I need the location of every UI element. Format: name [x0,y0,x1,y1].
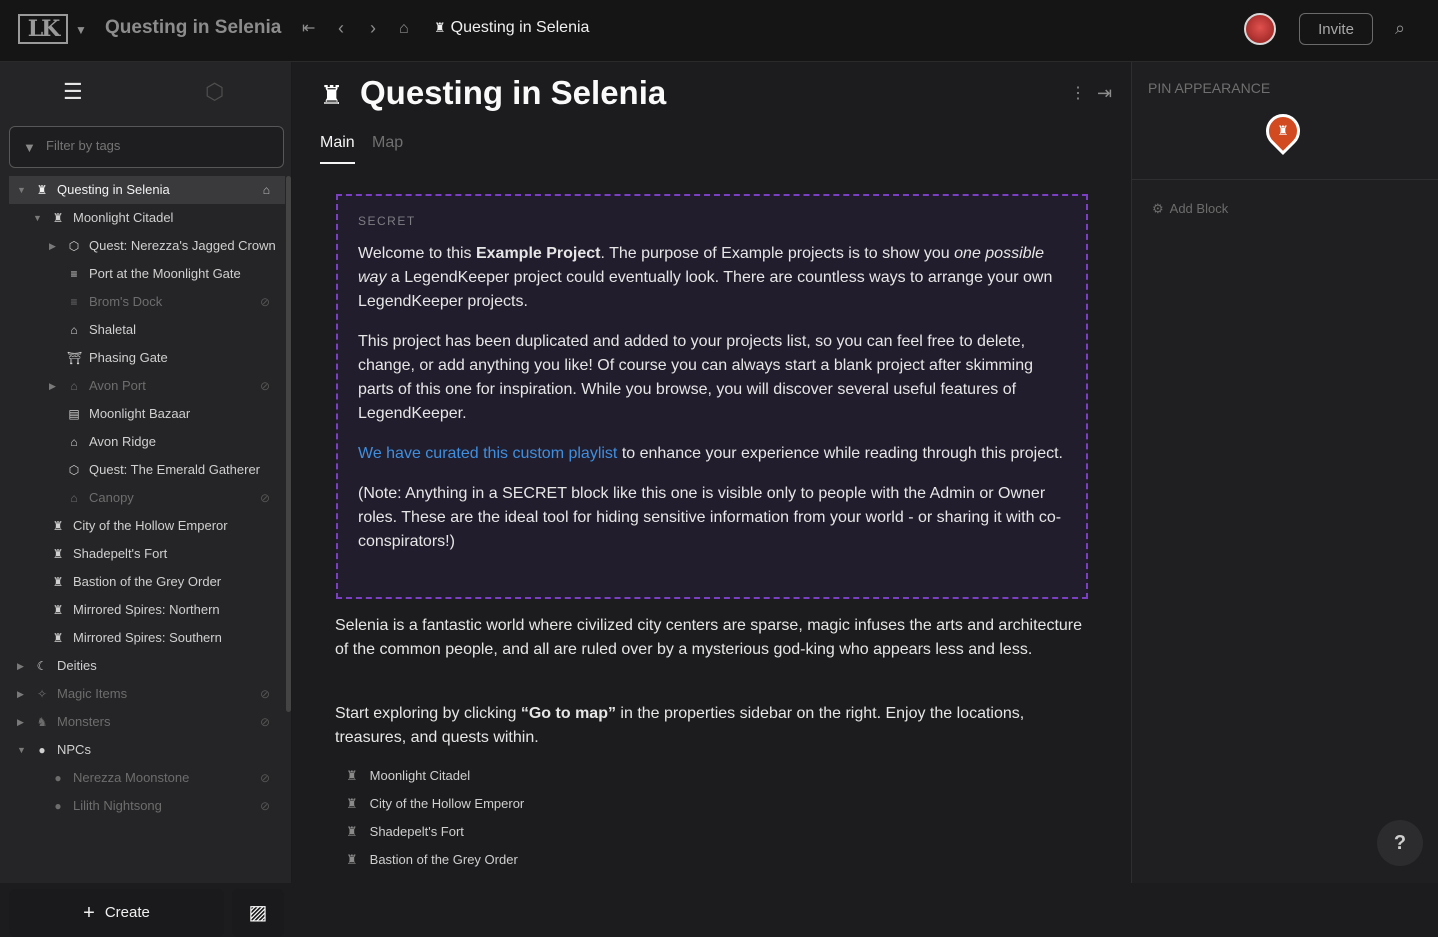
tree-item[interactable] [9,596,285,624]
text-span: “Go to map” [520,705,616,722]
more-options-icon[interactable]: ⋮ [1070,85,1086,102]
tree-item[interactable] [9,540,285,568]
secret-paragraph-4: (Note: Anything in a SECRET block like this one is visible only to people with the Admin or Owner roles. These are the ideal tool for hiding sensitive information from your world - or sharing it with co-conspirators!) [358,485,1062,550]
tree-item-label: NPCs [57,742,91,757]
text-span: one possible way [358,245,1044,286]
rook-icon: ♜ [52,631,64,645]
rook-icon: ♜ [1277,123,1289,138]
tree-item[interactable] [9,260,285,288]
add-image-button[interactable] [232,889,284,937]
rook-icon: ♜ [36,183,48,197]
shop-icon: ▤ [68,407,80,421]
top-bar [0,0,1438,62]
tree-item-label: Magic Items [57,686,128,701]
list-item[interactable] [346,768,470,784]
tree-item[interactable] [9,316,285,344]
tab-main[interactable]: Main [320,134,355,164]
tree-item-label: Nerezza Moonstone [73,770,190,785]
tree-item[interactable] [9,568,285,596]
tree-item-label: City of the Hollow Emperor [73,518,228,533]
sidebar [0,62,292,924]
chevron-right-icon[interactable]: ▶ [49,241,56,251]
d20-icon: ⬡ [68,463,80,477]
tree-item-label: Lilith Nightsong [73,798,162,813]
tree-item[interactable] [9,456,285,484]
tree-item[interactable] [9,428,285,456]
tree-item[interactable] [9,400,285,428]
tree-item-label: Shaletal [89,322,136,337]
tree-item-label: Mirrored Spires: Southern [73,630,222,645]
hidden-eye-icon: ⊘ [259,491,270,505]
tree-item-label: Questing in Selenia [57,182,170,197]
tree-item-label: Avon Ridge [89,434,156,449]
toggle-properties-icon[interactable]: ⇥ [1097,83,1113,103]
app-logo[interactable]: LK [18,14,68,44]
list-item-label: City of the Hollow Emperor [369,796,525,811]
chevron-right-icon[interactable]: ▶ [17,717,24,727]
tree-item-label: Quest: Nerezza's Jagged Crown [89,238,276,253]
body-paragraph-2 [335,702,1095,750]
user-avatar[interactable] [1244,13,1276,45]
rook-icon: ♜ [52,575,64,589]
secret-paragraph-3 [358,442,1066,466]
tree-item-label: Mirrored Spires: Northern [73,602,220,617]
chevron-right-icon[interactable]: ▶ [17,661,24,671]
text-span: Example Project [475,245,601,262]
tree-item-label: Port at the Moonlight Gate [89,266,241,281]
moon-icon: ☾ [36,659,48,673]
collapse-sidebar-icon[interactable]: ⇤ [302,20,316,37]
tree-item[interactable] [9,176,285,204]
text-span: Start exploring by clicking [335,705,521,722]
rook-icon: ♜ [346,796,358,811]
list-item-label: Shadepelt's Fort [369,824,464,839]
tree-item[interactable] [9,232,285,260]
gear-plus-icon: ⚙ [1152,201,1164,216]
rook-icon: ♜ [52,547,64,561]
rook-icon: ♜ [346,768,358,783]
tree-scrollbar[interactable] [286,176,291,712]
secret-label: SECRET [358,214,416,228]
hidden-eye-icon: ⊘ [259,715,270,729]
rook-icon: ♜ [52,211,64,225]
tree-item-label: Avon Port [89,378,146,393]
chevron-down-icon[interactable]: ▼ [75,23,87,37]
tree-item[interactable] [9,736,285,764]
magic-icon: ✧ [36,687,48,701]
tree-item[interactable] [9,372,285,400]
divider [1132,179,1438,180]
list-item-label: Moonlight Citadel [369,768,471,783]
house-icon: ⌂ [70,323,78,337]
rook-icon: ♜ [320,80,344,110]
rook-icon: ♜ [52,603,64,617]
chevron-right-icon[interactable]: ▶ [49,381,56,391]
tree-item[interactable] [9,288,285,316]
person-icon: ● [54,799,62,813]
page-tree [9,176,285,826]
forward-icon[interactable]: › [370,18,376,38]
list-item[interactable] [346,796,524,812]
chevron-down-icon[interactable]: ▼ [17,185,26,195]
hidden-eye-icon: ⊘ [259,379,270,393]
house-icon: ⌂ [70,435,78,449]
tree-item[interactable] [9,708,285,736]
home-icon: ⌂ [262,183,270,197]
playlist-link[interactable]: We have curated this custom playlist [358,445,618,462]
person-icon: ● [54,771,62,785]
d20-icon[interactable]: ⬡ [205,79,225,104]
tree-item[interactable] [9,484,285,512]
text-span: . The purpose of Example projects is to show you [600,245,955,262]
filter-icon: ▼ [23,140,36,155]
text-span: to enhance your experience while reading through this project. [617,445,1063,462]
plus-icon: + [83,901,95,924]
tree-item-label: Moonlight Bazaar [89,406,191,421]
tree-item-label: Monsters [57,714,111,729]
hidden-eye-icon: ⊘ [259,687,270,701]
map-pin-icon[interactable] [1259,107,1307,155]
house-icon: ⌂ [70,491,78,505]
secret-paragraph-2: This project has been duplicated and added to your projects list, so you can feel free to delete, change, or add anything you like! Of course you can always start a blank project after skimming parts of this one for inspiration. While you browse, you will discover several useful features of LegendKeeper. [358,333,1034,422]
properties-panel [1131,62,1438,883]
breadcrumb[interactable] [434,19,589,37]
port-icon: ≡ [70,267,78,281]
search-icon[interactable]: ⌕ [1395,18,1406,38]
rook-icon: ♜ [52,519,64,533]
hidden-eye-icon: ⊘ [259,295,270,309]
chevron-right-icon[interactable]: ▶ [17,689,24,699]
tree-item[interactable] [9,624,285,652]
tree-item[interactable] [9,204,285,232]
rook-icon: ♜ [434,20,446,35]
text-span: Welcome to this [358,245,476,262]
tree-item-label: Brom's Dock [89,294,163,309]
house-icon: ⌂ [70,379,78,393]
tree-item-label: Moonlight Citadel [73,210,174,225]
list-item[interactable] [346,824,464,840]
create-button[interactable] [9,889,224,937]
create-label: Create [104,903,150,921]
add-block-button[interactable] [1152,201,1228,217]
tree-item[interactable] [9,344,285,372]
tree-item[interactable] [9,680,285,708]
gate-icon: ⛩ [67,351,83,365]
tree-item-label: Deities [57,658,97,673]
chevron-down-icon[interactable]: ▼ [17,745,26,755]
list-item-label: Bastion of the Grey Order [369,852,518,867]
rook-icon: ♜ [346,824,358,839]
main-content [292,62,1131,883]
hidden-eye-icon: ⊘ [259,799,270,813]
tree-item[interactable] [9,512,285,540]
d20-icon: ⬡ [68,239,80,253]
tree-item[interactable] [9,764,285,792]
secret-paragraph-1 [358,242,1066,314]
tree-item-label: Bastion of the Grey Order [73,574,222,589]
image-icon: ▨ [248,902,268,924]
secret-block[interactable] [336,194,1088,599]
tree-item-label: Quest: The Emerald Gatherer [89,462,261,477]
chevron-down-icon[interactable]: ▼ [33,213,42,223]
tree-item-label: Phasing Gate [89,350,168,365]
filter-tags-input[interactable] [46,138,266,153]
port-icon: ≡ [70,295,78,309]
tab-map[interactable]: Map [372,134,404,151]
breadcrumb-label: Questing in Selenia [450,19,590,36]
monster-icon: ♞ [36,715,48,729]
invite-button[interactable]: Invite [1299,13,1373,45]
text-span: a LegendKeeper project could eventually look. There are countless ways to arrange your own LegendKeeper projects. [358,269,1053,310]
tree-item-label: Shadepelt's Fort [73,546,168,561]
tree-item[interactable] [9,652,285,680]
page-title: Questing in Selenia [360,74,667,111]
back-icon[interactable]: ‹ [338,18,344,38]
pin-appearance-title: PIN APPEARANCE [1148,80,1271,96]
text-span: in the properties sidebar on the right. Enjoy the locations, treasures, and quests within. [335,705,1025,746]
body-paragraph-1: Selenia is a fantastic world where civilized city centers are sparse, magic infuses the arts and architecture of the common people, and all are ruled over by a mysterious god-king who appears less and less. [335,617,1083,658]
hidden-eye-icon: ⊘ [259,771,270,785]
list-item[interactable] [346,852,518,868]
project-title[interactable]: Questing in Selenia [105,17,282,38]
help-button[interactable]: ? [1377,820,1423,866]
home-icon[interactable]: ⌂ [399,20,409,37]
tree-item[interactable] [9,792,285,820]
tree-item-label: Canopy [89,490,134,505]
filter-tags-input-wrap[interactable] [9,126,284,168]
rook-icon: ♜ [346,852,358,867]
person-icon: ● [38,743,46,757]
list-view-icon[interactable]: ☰ [63,79,83,104]
add-block-label: Add Block [1169,201,1229,216]
